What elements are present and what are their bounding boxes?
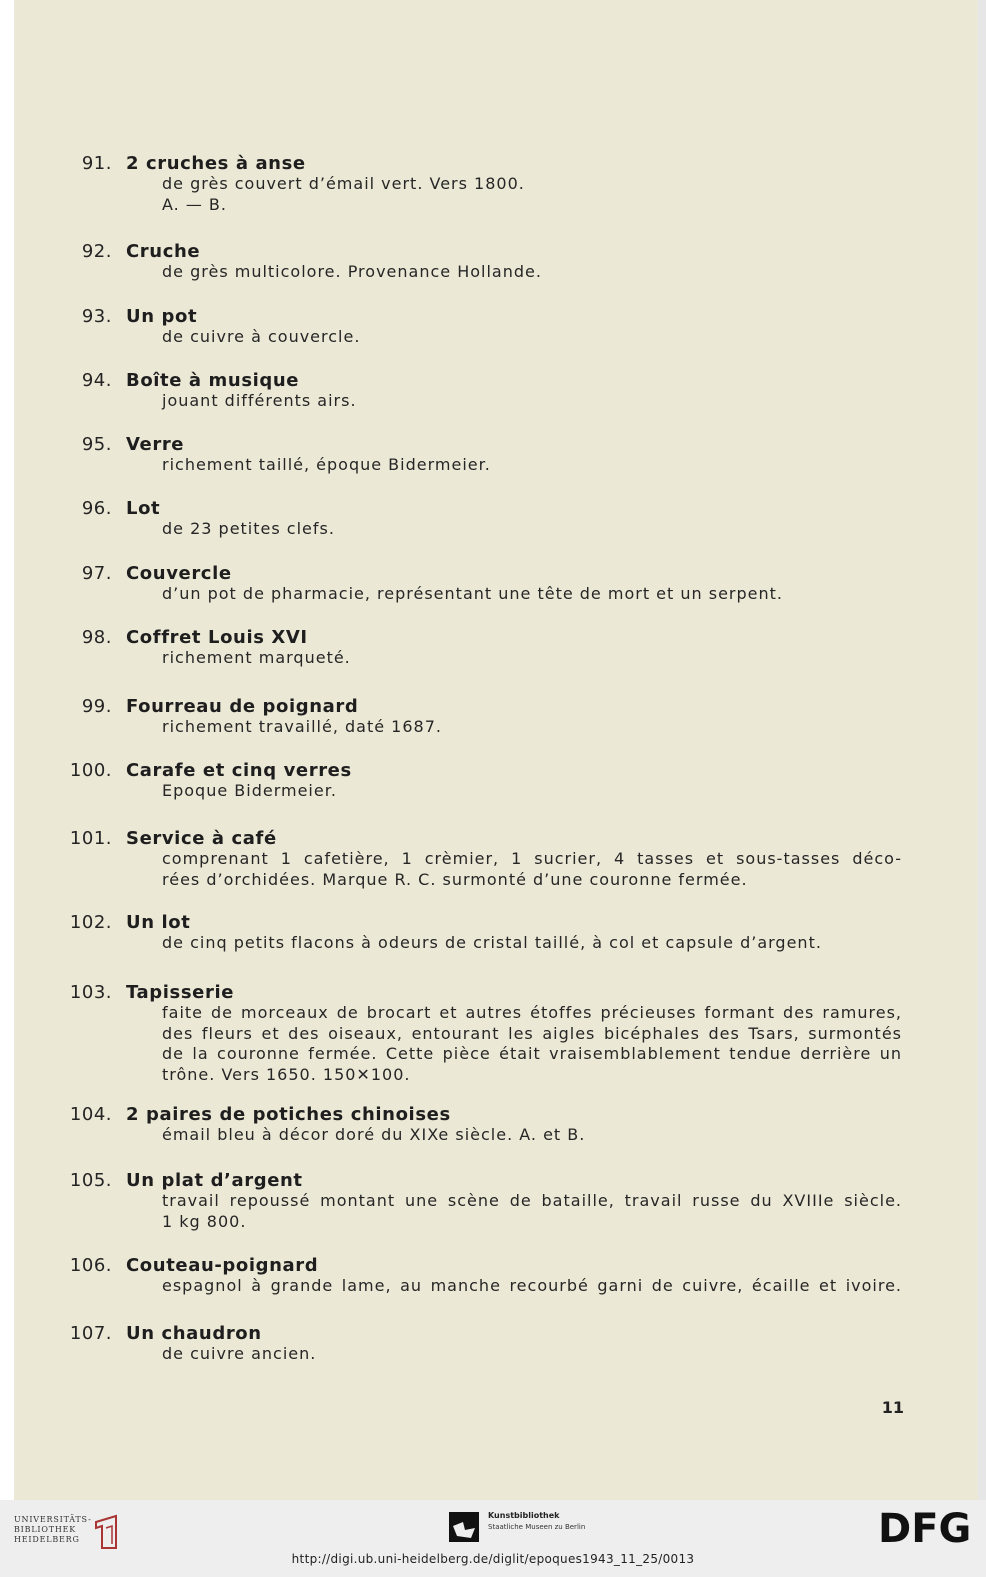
entry-number: 98. [81, 627, 112, 648]
description-line: richement travaillé, daté 1687. [162, 717, 442, 736]
entry-number: 107. [69, 1323, 112, 1344]
entry-title: Couteau-poignard [126, 1255, 319, 1276]
entry-title: Fourreau de poignard [126, 696, 359, 717]
dfg-logo-text: DFG [878, 1506, 972, 1548]
description-line: 1 kg 800. [162, 1211, 247, 1231]
entry-number: 97. [81, 563, 112, 584]
description-line: richement marqueté. [162, 648, 351, 667]
description-line: trône. Vers 1650. 150✕100. [162, 1064, 411, 1084]
description-line: des fleurs et des oiseaux, entourant les aigles bicéphales des Tsars, surmontés [162, 1023, 902, 1043]
entry-title: 2 paires de potiches chinoises [126, 1104, 451, 1125]
entry-description [162, 519, 902, 540]
description-line: richement taillé, époque Bidermeier. [162, 455, 491, 474]
ub-line-1: UNIVERSITÄTS- [14, 1515, 92, 1524]
ub-line-2: BIBLIOTHEK [14, 1525, 77, 1534]
entry-number: 101. [69, 828, 112, 849]
kunstbibliothek-logo-icon[interactable] [449, 1512, 479, 1542]
entry-description [162, 648, 902, 669]
entry-number: 100. [69, 760, 112, 781]
entry-title: Verre [126, 434, 185, 455]
entry-description [162, 1125, 902, 1146]
description-line: de grès multicolore. Provenance Hollande. [162, 262, 542, 281]
entry-title: Un lot [126, 912, 191, 933]
entry-title: Lot [126, 498, 161, 519]
entry-number: 96. [81, 498, 112, 519]
entry-number: 94. [81, 370, 112, 391]
description-line: faite de morceaux de brocart et autres étoffes précieuses formant des ramures, [162, 1003, 902, 1022]
page-number: 11 [881, 1398, 904, 1417]
entry-title: 2 cruches à anse [126, 153, 306, 174]
kunstbibliothek-name: Kunstbibliothek [488, 1511, 560, 1520]
entry-description [162, 781, 902, 802]
ub-heidelberg-logo-icon[interactable] [92, 1508, 120, 1552]
entry-description [162, 933, 902, 954]
dfg-logo[interactable] [878, 1506, 972, 1548]
entry-number: 106. [69, 1255, 112, 1276]
description-line: travail repoussé montant une scène de bataille, travail russe du XVIIIe siècle. [162, 1191, 902, 1210]
entry-description [162, 327, 902, 348]
description-line: A. — B. [162, 194, 227, 214]
entry-title: Service à café [126, 828, 277, 849]
page-edge [0, 0, 14, 1500]
source-url[interactable]: http://digi.ub.uni-heidelberg.de/diglit/epoques1943_11_25/0013 [291, 1552, 695, 1566]
entry-number: 103. [69, 982, 112, 1003]
entry-number: 92. [81, 241, 112, 262]
description-line: rées d’orchidées. Marque R. C. surmonté d’une couronne fermée. [162, 869, 748, 889]
entry-description [162, 262, 902, 283]
entry-title: Coffret Louis XVI [126, 627, 308, 648]
description-line: d’un pot de pharmacie, représentant une tête de mort et un serpent. [162, 584, 783, 603]
entry-description [162, 1344, 902, 1365]
entry-description [162, 1003, 902, 1085]
description-line: Epoque Bidermeier. [162, 781, 337, 800]
description-line: comprenant 1 cafetière, 1 crèmier, 1 sucrier, 4 tasses et sous-tasses déco- [162, 849, 902, 868]
entry-description [162, 717, 902, 738]
ub-line-3: HEIDELBERG [14, 1535, 80, 1544]
entry-description [162, 1191, 902, 1232]
kunstbibliothek-subtitle: Staatliche Museen zu Berlin [488, 1523, 586, 1531]
entry-description [162, 1276, 902, 1297]
entry-number: 102. [69, 912, 112, 933]
description-line: de cuivre à couvercle. [162, 327, 361, 346]
entry-number: 99. [81, 696, 112, 717]
entry-title: Un chaudron [126, 1323, 262, 1344]
description-line: de grès couvert d’émail vert. Vers 1800. [162, 174, 525, 193]
entry-title: Tapisserie [126, 982, 235, 1003]
description-line: espagnol à grande lame, au manche recourbé garni de cuivre, écaille et ivoire. [162, 1276, 902, 1295]
entry-number: 104. [69, 1104, 112, 1125]
entry-title: Carafe et cinq verres [126, 760, 352, 781]
entry-description [162, 849, 902, 890]
entry-number: 93. [81, 306, 112, 327]
entry-title: Un plat d’argent [126, 1170, 303, 1191]
entry-number: 105. [69, 1170, 112, 1191]
footer-bar [0, 1500, 986, 1577]
entry-description [162, 174, 902, 215]
description-line: de 23 petites clefs. [162, 519, 335, 538]
entry-title: Boîte à musique [126, 370, 300, 391]
entry-description [162, 455, 902, 476]
entry-description [162, 584, 902, 605]
entry-number: 91. [81, 153, 112, 174]
scanned-page [14, 0, 978, 1500]
entry-number: 95. [81, 434, 112, 455]
description-line: de cuivre ancien. [162, 1344, 317, 1363]
description-line: de cinq petits flacons à odeurs de cristal taillé, à col et capsule d’argent. [162, 933, 822, 952]
description-line: de la couronne fermée. Cette pièce était vraisemblablement tendue derrière un [162, 1044, 902, 1063]
description-line: émail bleu à décor doré du XIXe siècle. A. et B. [162, 1125, 586, 1144]
entry-title: Un pot [126, 306, 198, 327]
entry-title: Couvercle [126, 563, 232, 584]
ub-heidelberg-logo-text[interactable] [14, 1515, 92, 1545]
entry-description [162, 391, 902, 412]
entry-title: Cruche [126, 241, 201, 262]
description-line: jouant différents airs. [162, 391, 357, 410]
